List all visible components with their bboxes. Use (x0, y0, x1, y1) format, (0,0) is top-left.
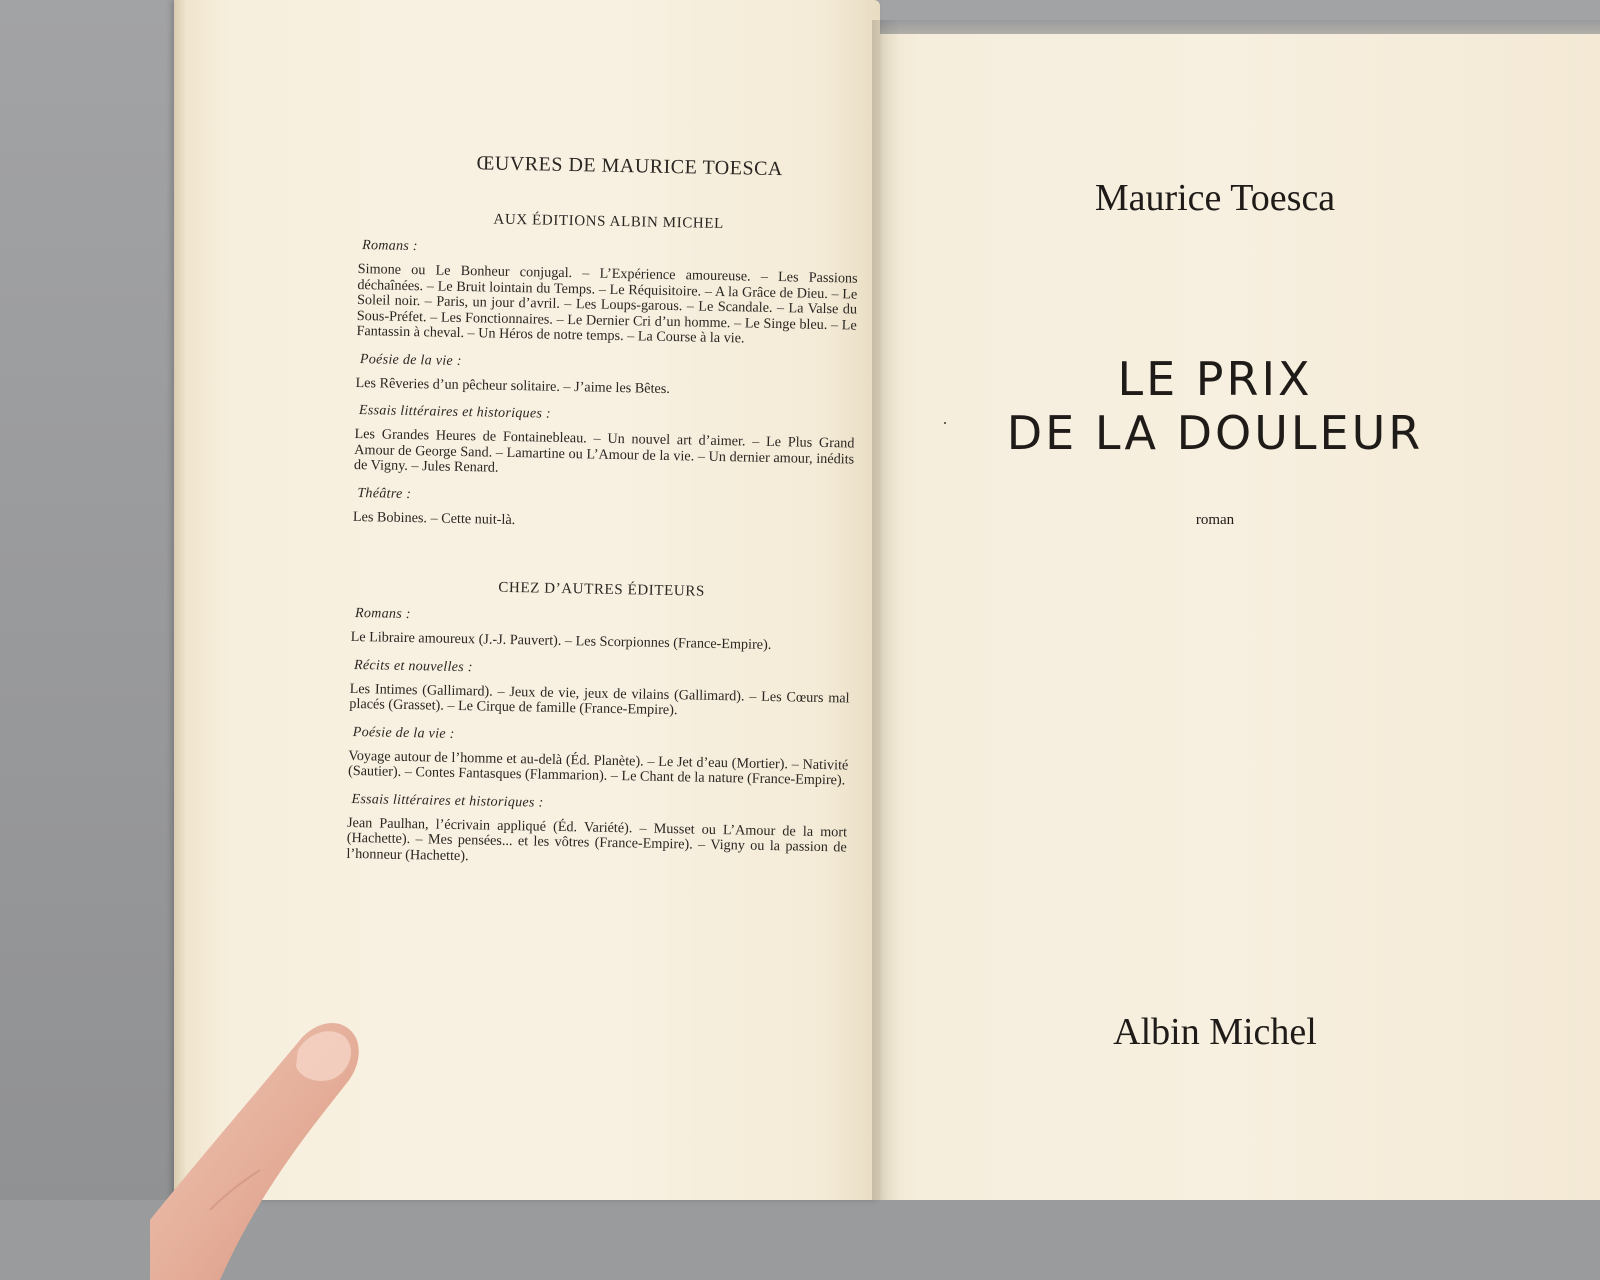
category-label: Poésie de la vie : (352, 724, 455, 742)
category-label: Romans : (362, 238, 418, 255)
category-label: Récits et nouvelles : (353, 657, 473, 675)
book-title-line-2: DE LA DOULEUR (1006, 406, 1424, 460)
works-paragraph: Simone ou Le Bonheur conjugal. – L’Expérience amoureuse. – Les Passions déchaînées. – Le Bruit lointain du Temps. – Le Réquisitoire. – A la Grâce de Dieu. – Le Soleil noir. – Paris, un jour d’avril. – Les Loups-garous. – Le Scandale. – La Valse du Sous-Préfet. – Les Fonctionnaires. – Le Dernier Cri d’un homme. – Le Singe bleu. – Le Fantassin à cheval. – Un Héros de notre temps. – La Course à la vie. (356, 260, 858, 347)
works-paragraph: Les Grandes Heures de Fontainebleau. – Un nouvel art d’aimer. – Le Plus Grand Amour de George Sand. – Lamartine ou L’Amour de la vie. – Un dernier amour, inédits de Vigny. – Jules Renard. (353, 425, 855, 476)
ink-dot (944, 422, 946, 424)
works-paragraph: Jean Paulhan, l’écrivain appliqué (Éd. Variété). – Musset ou L’Amour de la mort (Hachette). – Mes pensées... et les vôtres (France-Empire). – Vigny ou la passion de l’honneur (Hachette). (346, 814, 848, 864)
works-title: ŒUVRES DE MAURICE TOESCA (476, 152, 784, 181)
genre-label: roman (1195, 512, 1235, 528)
category-label: Poésie de la vie : (359, 351, 462, 369)
book-gutter (872, 20, 900, 1200)
works-paragraph: Le Libraire amoureux (J.-J. Pauvert). – Les Scorpionnes (France-Empire). (350, 628, 772, 653)
works-list (346, 150, 860, 871)
category-label: Essais littéraires et historiques : (358, 403, 552, 422)
book-title-line-1: LE PRIX (1117, 352, 1313, 406)
author-name: Maurice Toesca (1094, 177, 1336, 219)
section-spacer (352, 525, 853, 587)
category-label: Essais littéraires et historiques : (351, 791, 544, 811)
section-heading-albin-michel: AUX ÉDITIONS ALBIN MICHEL (493, 211, 725, 232)
works-paragraph: Les Bobines. – Cette nuit-là. (352, 508, 516, 528)
works-paragraph: Les Intimes (Gallimard). – Jeux de vie, jeux de vilains (Gallimard). – Les Cœurs mal placés (Grasset). – Le Cirque de famille (France-Empire). (349, 680, 850, 719)
finger (150, 1020, 470, 1280)
works-paragraph: Les Rêveries d’un pêcheur solitaire. – J’aime les Bêtes. (355, 374, 671, 397)
works-paragraph: Voyage autour de l’homme et au-delà (Éd. Planète). – Le Jet d’eau (Mortier). – Nativité (Sautier). – Contes Fantasques (Flammarion). – Le Chant de la nature (France-Empire). (347, 747, 849, 789)
section-heading-other-publishers: CHEZ D’AUTRES ÉDITEURS (498, 579, 706, 600)
publisher-name: Albin Michel (1113, 1011, 1317, 1053)
book-title (980, 352, 1450, 460)
category-label: Romans : (354, 605, 411, 623)
category-label: Théâtre : (357, 485, 412, 502)
